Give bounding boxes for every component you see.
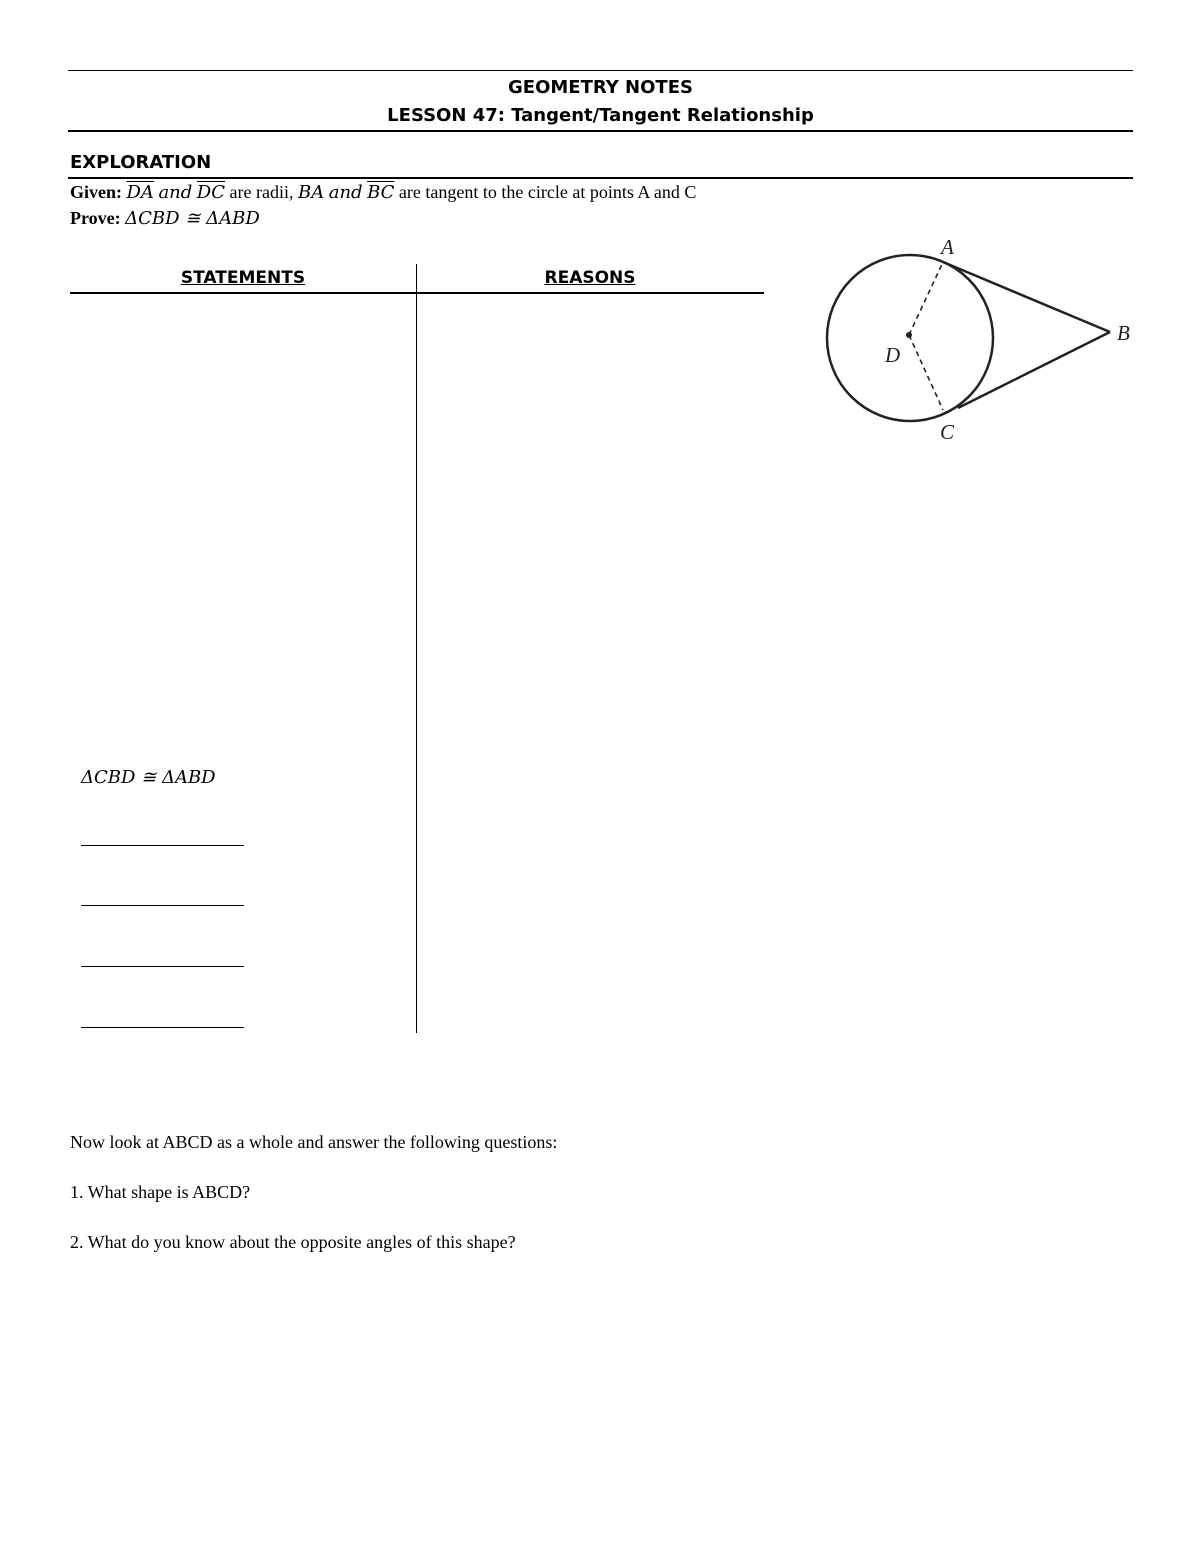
tangent-diagram	[810, 232, 1150, 447]
lesson-title: LESSON 47: Tangent/Tangent Relationship	[387, 105, 814, 126]
questions-intro: Now look at ABCD as a whole and answer the following questions:	[70, 1132, 558, 1152]
prove-line	[70, 208, 260, 229]
top-rule	[68, 70, 1133, 71]
statement-blank-2[interactable]	[81, 905, 244, 906]
label-b: B	[1117, 321, 1130, 345]
radius-da	[909, 262, 943, 335]
segment-dc: $\overline{DC}$	[196, 182, 226, 203]
segment-da: $\overline{DA}$	[126, 182, 154, 203]
label-c: C	[940, 420, 955, 444]
tangent-ab	[943, 262, 1110, 332]
label-a: A	[941, 235, 954, 259]
table-header-rule	[70, 292, 764, 294]
given-and-1: and	[158, 182, 193, 203]
statement-blank-3[interactable]	[81, 966, 244, 967]
given-line	[70, 182, 696, 203]
center-point	[906, 332, 912, 338]
question-1: 1. What shape is ABCD?	[70, 1182, 251, 1202]
tangent-cb	[958, 332, 1110, 408]
final-statement: ΔCBD ≅ ΔABD	[81, 767, 216, 788]
prove-statement: ΔCBD ≅ ΔABD	[125, 208, 260, 229]
prove-label: Prove:	[70, 208, 121, 228]
segment-ba: BA	[297, 182, 325, 203]
given-and-2: and	[328, 182, 363, 203]
label-d: D	[885, 343, 901, 367]
title-rule	[68, 130, 1133, 132]
question-2: 2. What do you know about the opposite angles of this shape?	[70, 1232, 516, 1252]
radius-dc	[909, 335, 943, 410]
given-label: Given:	[70, 182, 122, 202]
statement-blank-4[interactable]	[81, 1027, 244, 1028]
page-title: GEOMETRY NOTES	[508, 77, 693, 98]
statement-blank-1[interactable]	[81, 845, 244, 846]
table-divider	[416, 264, 417, 1033]
exploration-rule	[68, 177, 1133, 179]
exploration-heading: EXPLORATION	[70, 152, 212, 173]
statements-header: STATEMENTS	[180, 268, 306, 288]
segment-bc: $\overline{BC}$	[367, 182, 395, 203]
given-text-1: are radii,	[229, 182, 294, 202]
given-text-2: are tangent to the circle at points A and C	[398, 182, 697, 202]
reasons-header: REASONS	[544, 268, 636, 288]
